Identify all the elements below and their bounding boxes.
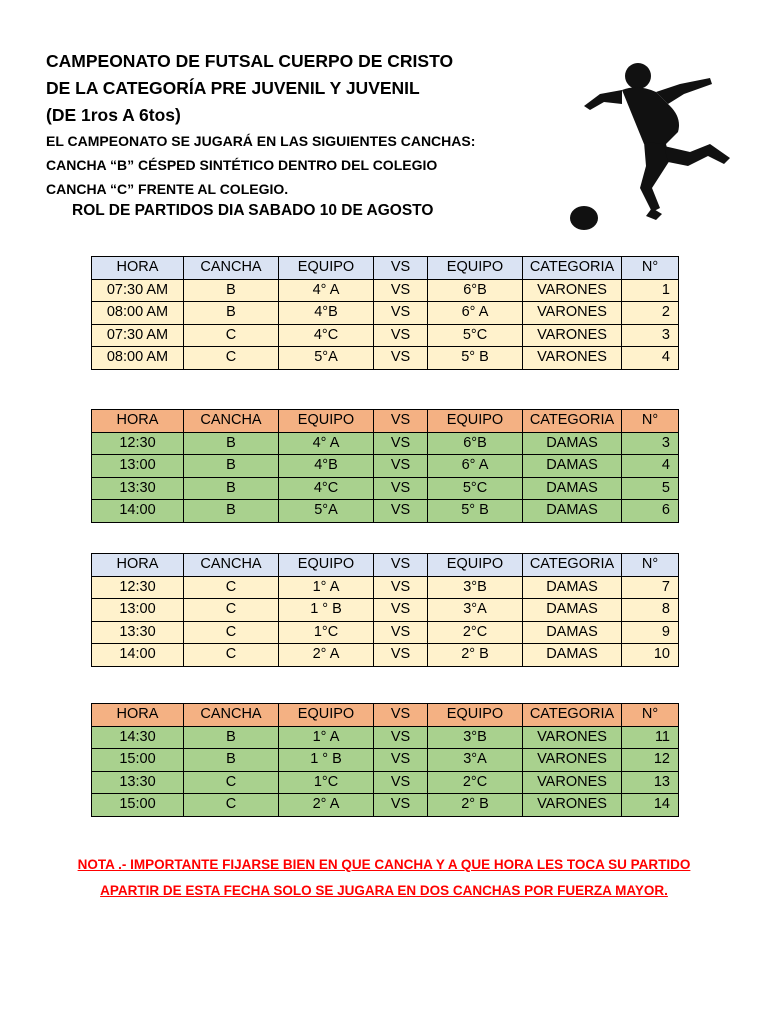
cell-categoria: VARONES — [523, 794, 622, 817]
cell-equipo-2: 3°A — [428, 749, 523, 772]
cell-equipo: 1° A — [279, 726, 374, 749]
cell-cancha: B — [184, 302, 279, 325]
cell-equipo: 2° A — [279, 794, 374, 817]
cell-vs: VS — [374, 477, 428, 500]
table-header-row — [92, 410, 679, 433]
cell-vs: VS — [374, 599, 428, 622]
col-equipo: EQUIPO — [279, 554, 374, 577]
info-line-2: CANCHA “B” CÉSPED SINTÉTICO DENTRO DEL COLEGIO — [46, 157, 438, 173]
cell-equipo-2: 6°B — [428, 432, 523, 455]
cell-categoria: VARONES — [523, 749, 622, 772]
cell-equipo-2: 3°B — [428, 726, 523, 749]
cell-numero: 10 — [622, 644, 679, 667]
cell-vs: VS — [374, 644, 428, 667]
subtitle: (DE 1ros A 6tos) — [46, 105, 181, 125]
cell-numero: 7 — [622, 576, 679, 599]
table-row — [92, 644, 679, 667]
cell-equipo-2: 2° B — [428, 794, 523, 817]
col-hora: HORA — [92, 554, 184, 577]
cell-cancha: B — [184, 279, 279, 302]
cell-cancha: B — [184, 726, 279, 749]
cell-categoria: DAMAS — [523, 500, 622, 523]
cell-vs: VS — [374, 500, 428, 523]
table-row — [92, 477, 679, 500]
nota-line-1: NOTA .- IMPORTANTE FIJARSE BIEN EN QUE CANCHA Y A QUE HORA LES TOCA SU PARTIDO — [77, 857, 691, 872]
cell-equipo-2: 3°A — [428, 599, 523, 622]
cell-hora: 14:00 — [92, 500, 184, 523]
col-equipo-2: EQUIPO — [428, 410, 523, 433]
cell-vs: VS — [374, 432, 428, 455]
cell-numero: 2 — [622, 302, 679, 325]
cell-vs: VS — [374, 455, 428, 478]
cell-equipo: 5°A — [279, 500, 374, 523]
cell-cancha: C — [184, 621, 279, 644]
cell-hora: 08:00 AM — [92, 302, 184, 325]
table-row — [92, 432, 679, 455]
col-numero: N° — [622, 704, 679, 727]
cell-equipo-2: 5° B — [428, 500, 523, 523]
cell-cancha: C — [184, 644, 279, 667]
cell-equipo: 4°C — [279, 324, 374, 347]
cell-vs: VS — [374, 279, 428, 302]
cell-numero: 4 — [622, 455, 679, 478]
table-row — [92, 749, 679, 772]
title-line-1: CAMPEONATO DE FUTSAL CUERPO DE CRISTO — [46, 51, 454, 71]
table-row — [92, 347, 679, 370]
info-line-1: EL CAMPEONATO SE JUGARÁ EN LAS SIGUIENTES CANCHAS: — [46, 133, 476, 149]
cell-hora: 14:00 — [92, 644, 184, 667]
schedule-table-3 — [91, 553, 679, 667]
cell-numero: 3 — [622, 324, 679, 347]
cell-categoria: DAMAS — [523, 477, 622, 500]
cell-cancha: C — [184, 576, 279, 599]
cell-categoria: VARONES — [523, 324, 622, 347]
col-equipo-2: EQUIPO — [428, 554, 523, 577]
table-header-row — [92, 704, 679, 727]
col-hora: HORA — [92, 410, 184, 433]
cell-equipo: 1 ° B — [279, 749, 374, 772]
col-numero: N° — [622, 554, 679, 577]
cell-vs: VS — [374, 576, 428, 599]
cell-categoria: VARONES — [523, 726, 622, 749]
col-vs: VS — [374, 410, 428, 433]
cell-vs: VS — [374, 347, 428, 370]
schedule-table-1 — [91, 256, 679, 370]
col-categoria: CATEGORIA — [523, 257, 622, 280]
cell-cancha: C — [184, 347, 279, 370]
cell-equipo-2: 2°C — [428, 621, 523, 644]
table-row — [92, 771, 679, 794]
cell-equipo-2: 3°B — [428, 576, 523, 599]
cell-hora: 13:30 — [92, 477, 184, 500]
cell-numero: 9 — [622, 621, 679, 644]
cell-equipo-2: 5°C — [428, 477, 523, 500]
table-row — [92, 599, 679, 622]
cell-numero: 6 — [622, 500, 679, 523]
table-row — [92, 726, 679, 749]
cell-cancha: B — [184, 455, 279, 478]
cell-hora: 07:30 AM — [92, 279, 184, 302]
cell-vs: VS — [374, 726, 428, 749]
table-row — [92, 794, 679, 817]
cell-numero: 14 — [622, 794, 679, 817]
cell-equipo: 1° A — [279, 576, 374, 599]
schedule-table-2 — [91, 409, 679, 523]
cell-equipo: 5°A — [279, 347, 374, 370]
cell-cancha: C — [184, 324, 279, 347]
col-equipo: EQUIPO — [279, 410, 374, 433]
col-cancha: CANCHA — [184, 257, 279, 280]
cell-equipo-2: 6° A — [428, 455, 523, 478]
cell-cancha: B — [184, 749, 279, 772]
cell-cancha: B — [184, 500, 279, 523]
col-equipo-2: EQUIPO — [428, 704, 523, 727]
cell-hora: 13:00 — [92, 599, 184, 622]
cell-cancha: B — [184, 432, 279, 455]
cell-categoria: DAMAS — [523, 432, 622, 455]
match-schedule-title: ROL DE PARTIDOS DIA SABADO 10 DE AGOSTO — [72, 202, 434, 219]
header — [46, 48, 566, 201]
cell-vs: VS — [374, 324, 428, 347]
cell-vs: VS — [374, 302, 428, 325]
col-categoria: CATEGORIA — [523, 704, 622, 727]
col-equipo: EQUIPO — [279, 257, 374, 280]
col-numero: N° — [622, 410, 679, 433]
cell-categoria: VARONES — [523, 347, 622, 370]
cell-numero: 4 — [622, 347, 679, 370]
cell-categoria: VARONES — [523, 302, 622, 325]
cell-numero: 8 — [622, 599, 679, 622]
schedule-table-4 — [91, 703, 679, 817]
cell-equipo-2: 5°C — [428, 324, 523, 347]
cell-categoria: VARONES — [523, 279, 622, 302]
soccer-player-icon — [560, 48, 750, 248]
col-vs: VS — [374, 554, 428, 577]
cell-categoria: DAMAS — [523, 576, 622, 599]
col-numero: N° — [622, 257, 679, 280]
cell-equipo: 4° A — [279, 279, 374, 302]
table-row — [92, 302, 679, 325]
table-header-row — [92, 257, 679, 280]
cell-hora: 13:00 — [92, 455, 184, 478]
cell-categoria: DAMAS — [523, 621, 622, 644]
cell-vs: VS — [374, 749, 428, 772]
table-row — [92, 576, 679, 599]
cell-numero: 13 — [622, 771, 679, 794]
cell-equipo: 4° A — [279, 432, 374, 455]
cell-cancha: B — [184, 477, 279, 500]
cell-categoria: DAMAS — [523, 455, 622, 478]
cell-equipo: 4°B — [279, 455, 374, 478]
cell-categoria: DAMAS — [523, 644, 622, 667]
col-cancha: CANCHA — [184, 704, 279, 727]
table-row — [92, 279, 679, 302]
col-hora: HORA — [92, 257, 184, 280]
col-cancha: CANCHA — [184, 410, 279, 433]
cell-hora: 12:30 — [92, 576, 184, 599]
title-line-2: DE LA CATEGORÍA PRE JUVENIL Y JUVENIL — [46, 78, 420, 98]
cell-equipo-2: 5° B — [428, 347, 523, 370]
col-hora: HORA — [92, 704, 184, 727]
cell-hora: 12:30 — [92, 432, 184, 455]
cell-cancha: C — [184, 794, 279, 817]
cell-numero: 12 — [622, 749, 679, 772]
col-vs: VS — [374, 257, 428, 280]
cell-equipo-2: 6°B — [428, 279, 523, 302]
nota-line-2: APARTIR DE ESTA FECHA SOLO SE JUGARA EN DOS CANCHAS POR FUERZA MAYOR. — [100, 883, 668, 898]
cell-numero: 1 — [622, 279, 679, 302]
nota — [0, 852, 768, 904]
col-equipo: EQUIPO — [279, 704, 374, 727]
table-header-row — [92, 554, 679, 577]
cell-hora: 07:30 AM — [92, 324, 184, 347]
cell-equipo-2: 2° B — [428, 644, 523, 667]
cell-vs: VS — [374, 794, 428, 817]
cell-hora: 08:00 AM — [92, 347, 184, 370]
cell-vs: VS — [374, 621, 428, 644]
cell-numero: 5 — [622, 477, 679, 500]
col-cancha: CANCHA — [184, 554, 279, 577]
cell-hora: 15:00 — [92, 794, 184, 817]
table-row — [92, 621, 679, 644]
table-row — [92, 455, 679, 478]
cell-vs: VS — [374, 771, 428, 794]
col-equipo-2: EQUIPO — [428, 257, 523, 280]
cell-cancha: C — [184, 771, 279, 794]
table-row — [92, 500, 679, 523]
cell-categoria: DAMAS — [523, 599, 622, 622]
col-categoria: CATEGORIA — [523, 410, 622, 433]
cell-equipo-2: 6° A — [428, 302, 523, 325]
cell-equipo: 1°C — [279, 621, 374, 644]
cell-numero: 11 — [622, 726, 679, 749]
col-vs: VS — [374, 704, 428, 727]
cell-hora: 13:30 — [92, 621, 184, 644]
cell-hora: 15:00 — [92, 749, 184, 772]
table-row — [92, 324, 679, 347]
cell-hora: 13:30 — [92, 771, 184, 794]
cell-equipo: 1 ° B — [279, 599, 374, 622]
cell-equipo: 1°C — [279, 771, 374, 794]
cell-equipo-2: 2°C — [428, 771, 523, 794]
cell-equipo: 4°B — [279, 302, 374, 325]
cell-equipo: 4°C — [279, 477, 374, 500]
cell-cancha: C — [184, 599, 279, 622]
col-categoria: CATEGORIA — [523, 554, 622, 577]
cell-hora: 14:30 — [92, 726, 184, 749]
cell-equipo: 2° A — [279, 644, 374, 667]
cell-categoria: VARONES — [523, 771, 622, 794]
cell-numero: 3 — [622, 432, 679, 455]
info-line-3: CANCHA “C” FRENTE AL COLEGIO. — [46, 181, 289, 197]
